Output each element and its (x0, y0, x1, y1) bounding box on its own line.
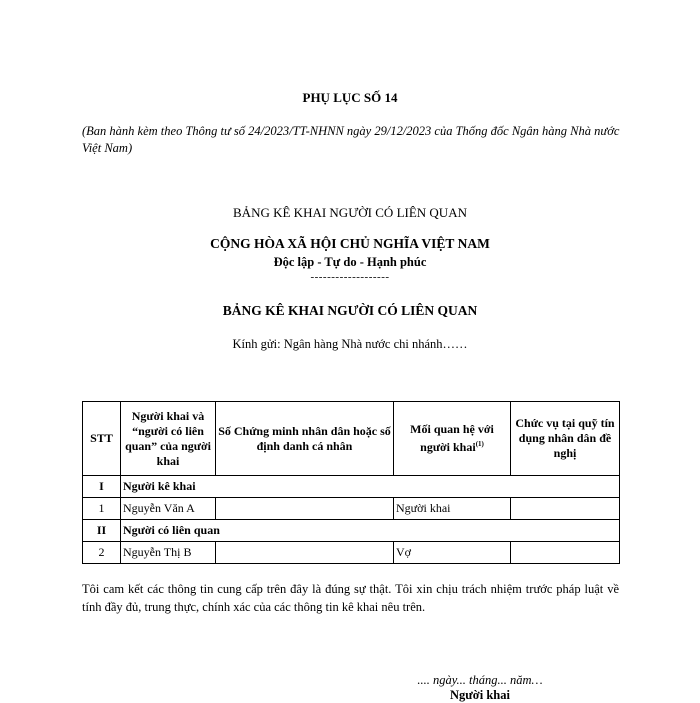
form-title: BẢNG KÊ KHAI NGƯỜI CÓ LIÊN QUAN (222, 303, 478, 318)
row-position (511, 498, 620, 520)
section-row (83, 476, 620, 498)
declarant-label: Người khai (450, 688, 510, 702)
row-stt: 1 (83, 498, 121, 520)
row-name: Nguyễn Thị B (121, 542, 216, 564)
recipient-line: Kính gửi: Ngân hàng Nhà nước chi nhánh…… (232, 337, 468, 351)
header-stt: STT (83, 402, 121, 476)
form-label: BẢNG KÊ KHAI NGƯỜI CÓ LIÊN QUAN (233, 205, 467, 220)
row-name: Nguyễn Văn A (121, 498, 216, 520)
section-row (83, 520, 620, 542)
footnote-marker: (1) (475, 440, 484, 448)
row-id-number (216, 498, 394, 520)
motto: Độc lập - Tự do - Hạnh phúc (273, 255, 427, 269)
section-title: Người có liên quan (121, 520, 620, 542)
row-stt: 2 (83, 542, 121, 564)
declaration-table (82, 401, 620, 564)
table-row (83, 498, 620, 520)
commitment-paragraph: Tôi cam kết các thông tin cung cấp trên đây là đúng sự thật. Tôi xin chịu trách nhiệm trước pháp luật về tính đầy đủ, trung thực, chính xác của các thông tin kê khai nêu trên. (82, 582, 619, 614)
header-relationship-text: Mối quan hệ với người khai (410, 422, 494, 454)
section-numeral: I (83, 476, 121, 498)
row-position (511, 542, 620, 564)
header-id-number: Số Chứng minh nhân dân hoặc số định danh cá nhân (216, 402, 394, 476)
header-relationship (394, 402, 511, 476)
date-line: .... ngày... tháng... năm… (417, 673, 543, 687)
table-row (83, 542, 620, 564)
nation-heading: CỘNG HÒA XÃ HỘI CHỦ NGHĨA VIỆT NAM (210, 236, 490, 251)
header-position: Chức vụ tại quỹ tín dụng nhân dân đề nghị (511, 402, 620, 476)
header-person: Người khai và “người có liên quan” của người khai (121, 402, 216, 476)
row-relationship: Vợ (394, 542, 511, 564)
section-numeral: II (83, 520, 121, 542)
appendix-title: PHỤ LỤC SỐ 14 (302, 90, 398, 105)
issuance-note: (Ban hành kèm theo Thông tư số 24/2023/TT-NHNN ngày 29/12/2023 của Thống đốc Ngân hàng Nhà nước Việt Nam) (82, 124, 620, 155)
table-header-row (83, 402, 620, 476)
row-relationship: Người khai (394, 498, 511, 520)
section-title: Người kê khai (121, 476, 620, 498)
row-id-number (216, 542, 394, 564)
separator-dashes: ------------------- (310, 271, 390, 283)
